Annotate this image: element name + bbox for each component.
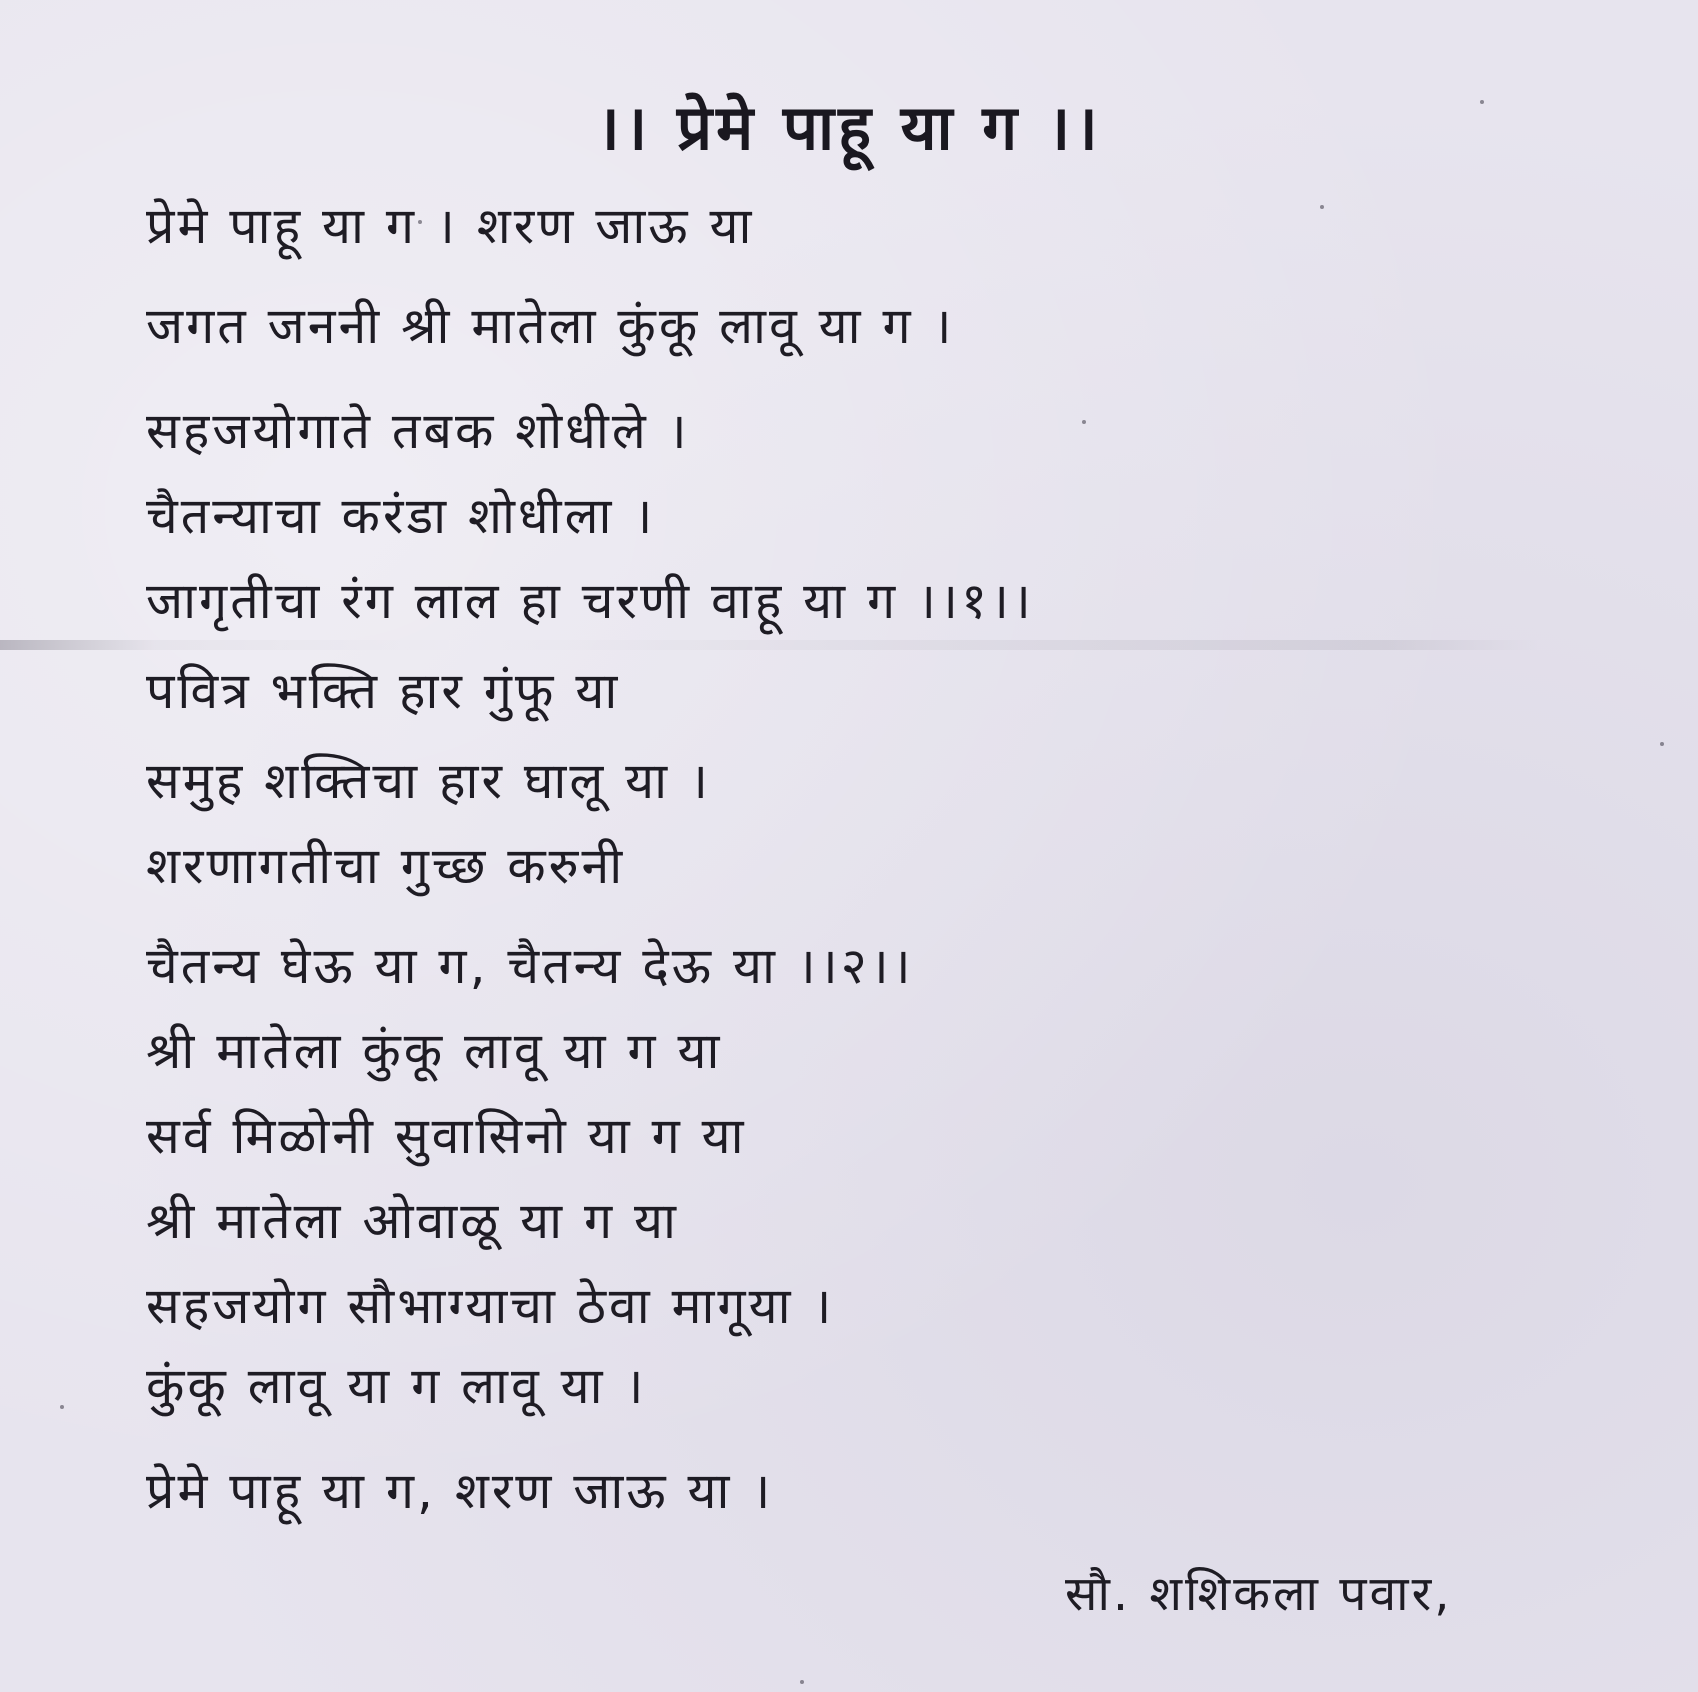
poem-line: चैतन्य घेऊ या ग, चैतन्य देऊ या ।।२।।: [146, 937, 914, 995]
poem-line: समुह शक्तिचा हार घालू या ।: [146, 752, 711, 810]
poem-title: ।। प्रेमे पाहू या ग ।।: [596, 90, 1102, 164]
poem-line: जागृतीचा रंग लाल हा चरणी वाहू या ग ।।१।।: [146, 572, 1034, 630]
scan-speck: [800, 1680, 804, 1684]
poem-line: चैतन्याचा करंडा शोधीला ।: [146, 487, 656, 545]
poem-line: प्रेमे पाहू या ग । शरण जाऊ या: [146, 197, 755, 255]
poem-line: शरणागतीचा गुच्छ करुनी: [146, 837, 626, 895]
poem-line: श्री मातेला ओवाळू या ग या: [146, 1192, 679, 1250]
scan-speck: [1082, 420, 1086, 424]
poem-line: श्री मातेला कुंकू लावू या ग या: [146, 1022, 723, 1080]
poem-line: प्रेमे पाहू या ग, शरण जाऊ या ।: [146, 1462, 774, 1520]
scan-speck: [1660, 742, 1664, 746]
poem-author: सौ. शशिकला पवार,: [1065, 1566, 1453, 1622]
scan-speck: [60, 1405, 64, 1409]
scan-speck: [1320, 205, 1324, 209]
poem-line: कुंकू लावू या ग लावू या ।: [146, 1357, 647, 1415]
poem-line: सर्व मिळोनी सुवासिनो या ग या: [146, 1107, 747, 1165]
poem-line: सहजयोग सौभाग्याचा ठेवा मागूया ।: [146, 1277, 835, 1335]
poem-line: जगत जननी श्री मातेला कुंकू लावू या ग ।: [146, 297, 955, 355]
poem-line: सहजयोगाते तबक शोधीले ।: [146, 402, 690, 460]
poem-line: पवित्र भक्ति हार गुंफू या: [146, 662, 621, 720]
scan-smudge: [0, 640, 1540, 650]
